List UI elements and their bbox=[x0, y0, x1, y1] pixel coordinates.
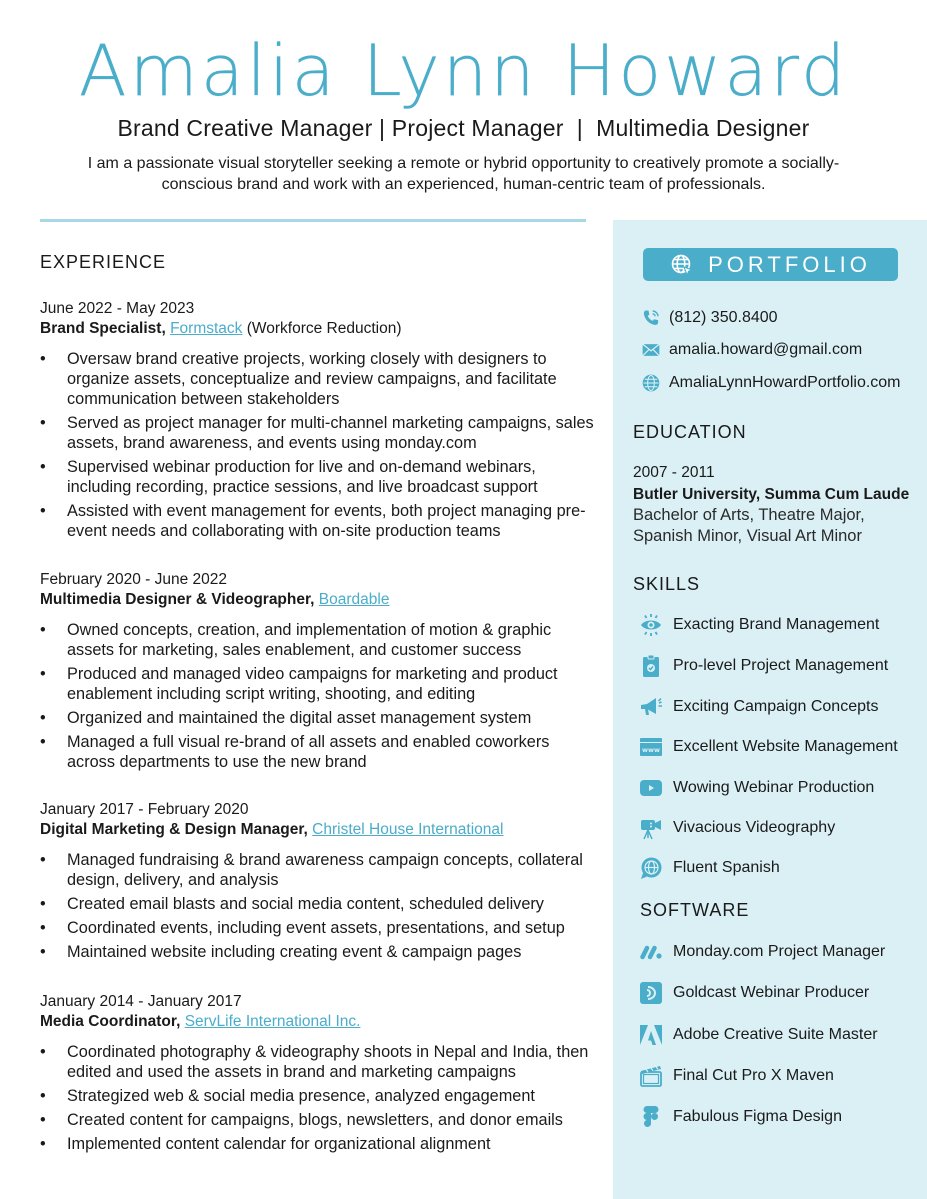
software-item bbox=[639, 1023, 924, 1047]
eye-icon bbox=[639, 613, 663, 637]
skill-label: Exacting Brand Management bbox=[673, 616, 880, 633]
job-bullet: • Managed fundraising & brand awareness campaign concepts, collateral design, delivery, and analysis bbox=[40, 850, 600, 890]
job-title: Multimedia Designer & Videographer, bbox=[40, 591, 315, 608]
skill-label: Wowing Webinar Production bbox=[673, 779, 875, 796]
portfolio-button[interactable] bbox=[643, 248, 898, 281]
contact-website[interactable] bbox=[641, 373, 921, 393]
education-heading: EDUCATION bbox=[633, 422, 747, 442]
job-bullets bbox=[40, 850, 600, 962]
education-dates: 2007 - 2011 bbox=[633, 464, 715, 481]
job-bullet: • Owned concepts, creation, and implementation of motion & graphic assets for marketing, sales enablement, and customer success bbox=[40, 620, 600, 660]
company-link[interactable]: Formstack bbox=[170, 320, 243, 337]
job-bullet: • Supervised webinar production for live and on-demand webinars, including recording, practice sessions, and live broadcast support bbox=[40, 457, 600, 497]
job-bullet: • Produced and managed video campaigns for marketing and product enablement including script writing, shooting, and editing bbox=[40, 664, 600, 704]
software-heading: SOFTWARE bbox=[640, 900, 750, 920]
megaphone-icon bbox=[639, 695, 663, 719]
portfolio-label: PORTFOLIO bbox=[708, 251, 871, 277]
job-title: Brand Specialist, bbox=[40, 320, 166, 337]
degree-details: Bachelor of Arts, Theatre Major, Spanish Minor, Visual Art Minor bbox=[633, 506, 865, 545]
software-item bbox=[639, 940, 924, 964]
skill-label: Fluent Spanish bbox=[673, 859, 780, 876]
browser-www-icon bbox=[639, 735, 663, 759]
job-entry bbox=[40, 800, 600, 966]
mail-icon bbox=[641, 340, 661, 360]
job-bullet: • Coordinated photography & videography shoots in Nepal and India, then edited and used the assets in brand and marketing campaigns bbox=[40, 1042, 600, 1082]
email-address: amalia.howard@gmail.com bbox=[669, 341, 863, 358]
skill-label: Pro-level Project Management bbox=[673, 657, 889, 674]
job-bullet: • Assisted with event management for events, both project managing pre-event needs and collaborating with on-site production teams bbox=[40, 501, 600, 541]
job-entry bbox=[40, 992, 600, 1158]
job-entry bbox=[40, 570, 600, 776]
job-bullet: • Implemented content calendar for organizational alignment bbox=[40, 1134, 600, 1154]
phone-number: (812) 350.8400 bbox=[669, 309, 778, 326]
software-item bbox=[639, 1064, 924, 1088]
contact-email[interactable] bbox=[641, 340, 921, 360]
svg-text:www: www bbox=[641, 746, 661, 754]
skill-item bbox=[639, 735, 924, 759]
skill-label: Vivacious Videography bbox=[673, 819, 836, 836]
software-item bbox=[639, 1105, 924, 1129]
job-bullet: • Strategized web & social media presence, analyzed engagement bbox=[40, 1086, 600, 1106]
job-bullet: • Managed a full visual re-brand of all assets and enabled coworkers across departments to use the new brand bbox=[40, 732, 600, 772]
skill-item bbox=[639, 654, 924, 678]
job-title: Media Coordinator, bbox=[40, 1013, 181, 1030]
monday-logo-icon bbox=[639, 940, 663, 964]
job-dates: January 2014 - January 2017 bbox=[40, 993, 242, 1010]
website-url: AmaliaLynnHowardPortfolio.com bbox=[669, 374, 901, 391]
skills-heading: SKILLS bbox=[633, 574, 701, 594]
job-dates: January 2017 - February 2020 bbox=[40, 801, 249, 818]
job-bullets bbox=[40, 1042, 600, 1154]
play-button-icon bbox=[639, 776, 663, 800]
skill-item bbox=[639, 776, 924, 800]
header-divider bbox=[40, 219, 586, 222]
skill-label: Exciting Campaign Concepts bbox=[673, 698, 879, 715]
job-dates: June 2022 - May 2023 bbox=[40, 300, 195, 317]
video-camera-icon bbox=[639, 816, 663, 840]
job-note: (Workforce Reduction) bbox=[242, 320, 402, 337]
goldcast-logo-icon bbox=[639, 981, 663, 1005]
job-bullets bbox=[40, 349, 600, 541]
skill-item bbox=[639, 856, 924, 880]
job-entry bbox=[40, 299, 600, 545]
company-link[interactable]: Christel House International bbox=[312, 821, 504, 838]
adobe-logo-icon bbox=[639, 1023, 663, 1047]
software-label: Fabulous Figma Design bbox=[673, 1108, 842, 1125]
clapperboard-icon bbox=[639, 1064, 663, 1088]
job-bullet: • Organized and maintained the digital asset management system bbox=[40, 708, 600, 728]
experience-heading: EXPERIENCE bbox=[40, 252, 167, 272]
phone-icon bbox=[641, 308, 661, 328]
role-titles: Brand Creative Manager | Project Manager | Multimedia Designer bbox=[117, 115, 810, 141]
education-entry bbox=[633, 462, 923, 547]
skill-item bbox=[639, 613, 924, 637]
contact-phone[interactable] bbox=[641, 308, 921, 328]
job-bullet: • Maintained website including creating event & campaign pages bbox=[40, 942, 600, 962]
job-title: Digital Marketing & Design Manager, bbox=[40, 821, 308, 838]
software-item bbox=[639, 981, 924, 1005]
company-link[interactable]: ServLife International Inc. bbox=[184, 1013, 361, 1030]
globe-chat-icon bbox=[639, 856, 663, 880]
job-dates: February 2020 - June 2022 bbox=[40, 571, 227, 588]
software-label: Adobe Creative Suite Master bbox=[673, 1026, 878, 1043]
software-label: Goldcast Webinar Producer bbox=[673, 984, 870, 1001]
job-bullets bbox=[40, 620, 600, 772]
globe-cursor-icon bbox=[670, 253, 694, 277]
school-name: Butler University, Summa Cum Laude bbox=[633, 485, 910, 503]
job-bullet: • Created email blasts and social media content, scheduled delivery bbox=[40, 894, 600, 914]
job-bullet: • Oversaw brand creative projects, working closely with designers to organize assets, conceptualize and review campaigns, and facilitate communication between stakeholders bbox=[40, 349, 600, 409]
summary-statement: I am a passionate visual storyteller seeking a remote or hybrid opportunity to creatively promote a socially-conscious brand and work with an experienced, human-centric team of professionals. bbox=[87, 155, 840, 193]
skill-item bbox=[639, 695, 924, 719]
software-label: Final Cut Pro X Maven bbox=[673, 1067, 834, 1084]
company-link[interactable]: Boardable bbox=[318, 591, 390, 608]
skill-item bbox=[639, 816, 924, 840]
sidebar bbox=[613, 220, 927, 1199]
figma-logo-icon bbox=[639, 1105, 663, 1129]
globe-icon bbox=[641, 373, 661, 393]
job-bullet: • Coordinated events, including event assets, presentations, and setup bbox=[40, 918, 600, 938]
clipboard-check-icon bbox=[639, 654, 663, 678]
software-label: Monday.com Project Manager bbox=[673, 943, 886, 960]
job-bullet: • Created content for campaigns, blogs, newsletters, and donor emails bbox=[40, 1110, 600, 1130]
skill-label: Excellent Website Management bbox=[673, 738, 898, 755]
job-bullet: • Served as project manager for multi-channel marketing campaigns, sales assets, brand awareness, and events using monday.com bbox=[40, 413, 600, 453]
candidate-name: Amalia Lynn Howard bbox=[78, 30, 849, 112]
